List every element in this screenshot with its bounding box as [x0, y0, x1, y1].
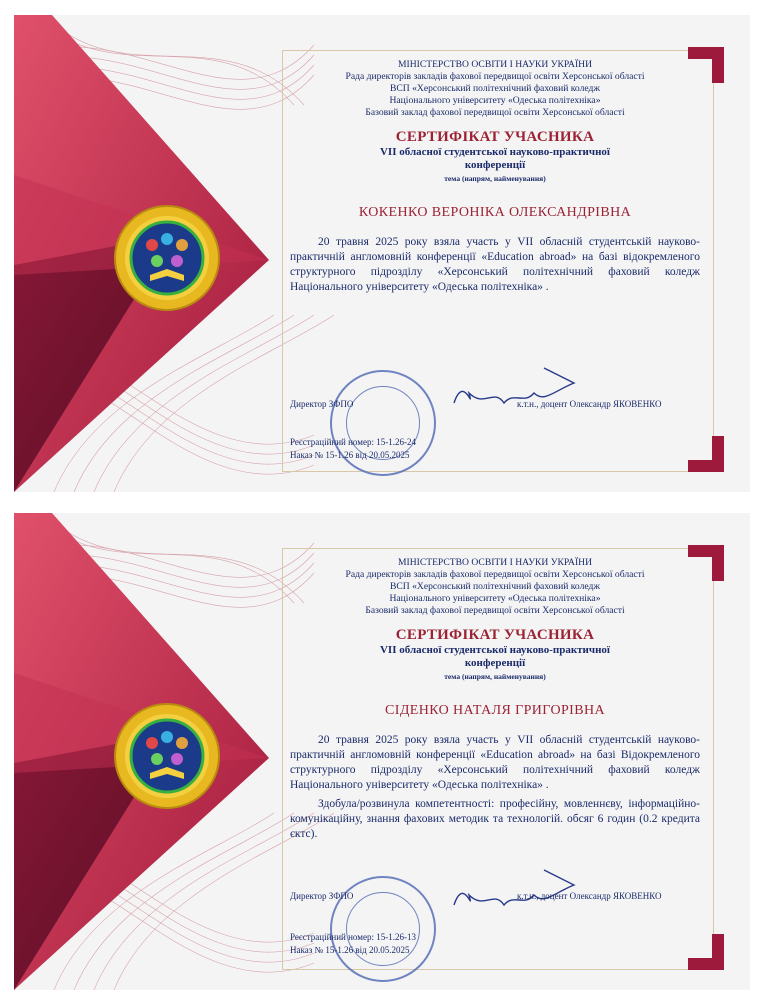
header-university: Національного університету «Одеська політехніка»: [389, 593, 601, 604]
theme-caption: тема (напрям, найменування): [444, 174, 546, 183]
director-signature: [444, 363, 584, 423]
header-base: Базовий заклад фахової передвищої освіти Херсонської області: [365, 605, 625, 616]
director-label: Директор ЗФПО: [290, 399, 354, 409]
participant-name: СІДЕНКО НАТАЛЯ ГРИГОРІВНА: [385, 703, 605, 718]
college-emblem: [112, 203, 222, 313]
corner-bottom-right: [688, 934, 724, 970]
order-number: Наказ № 15-1.26 від 20.05.2025: [290, 450, 410, 460]
certificate-1: [14, 15, 750, 492]
registration-number: Реєстраційний номер: 15-1.26-13: [290, 932, 416, 942]
certificate-2: [14, 513, 750, 990]
header-council: Рада директорів закладів фахової передвищої освіти Херсонської області: [345, 569, 645, 580]
order-number: Наказ № 15-1.26 від 20.05.2025: [290, 945, 410, 955]
certificate-title: СЕРТИФІКАТ УЧАСНИКА: [395, 129, 595, 145]
director-name: к.т.н., доцент Олександр ЯКОВЕНКО: [517, 891, 662, 901]
certificate-content: [290, 59, 700, 295]
conference-name-cont: конференції: [464, 159, 526, 171]
conference-name: VII обласної студентської науково-практичної: [379, 146, 610, 158]
conference-name: VII обласної студентської науково-практичної: [379, 644, 610, 656]
registration-block: [290, 931, 416, 957]
registration-block: [290, 436, 416, 462]
header-council: Рада директорів закладів фахової передвищої освіти Херсонської області: [345, 71, 645, 82]
participant-name: КОКЕНКО ВЕРОНІКА ОЛЕКСАНДРІВНА: [358, 205, 632, 220]
registration-number: Реєстраційний номер: 15-1.26-24: [290, 437, 416, 447]
director-label: Директор ЗФПО: [290, 891, 354, 901]
header-university: Національного університету «Одеська політехніка»: [389, 95, 601, 106]
theme-caption: тема (напрям, найменування): [444, 672, 546, 681]
corner-bottom-right: [688, 436, 724, 472]
header-base: Базовий заклад фахової передвищої освіти Херсонської області: [365, 107, 625, 118]
header-ministry: МІНІСТЕРСТВО ОСВІТИ І НАУКИ УКРАЇНИ: [397, 557, 593, 568]
director-name: к.т.н., доцент Олександр ЯКОВЕНКО: [517, 399, 662, 409]
conference-name-cont: конференції: [464, 657, 526, 669]
header-college: ВСП «Херсонський політехнічний фаховий коледж: [389, 581, 601, 592]
header-ministry: МІНІСТЕРСТВО ОСВІТИ І НАУКИ УКРАЇНИ: [397, 59, 593, 70]
header-college: ВСП «Херсонський політехнічний фаховий коледж: [389, 83, 601, 94]
participation-text: 20 травня 2025 року взяла участь у VII обласній студентській науково-практичній англомовній конференції «Education abroad» на базі Відокремленого структурного підрозділу «Херсонський політехнічний фаховий коледж Національного університету «Одеська політехніка» .: [290, 734, 700, 791]
certificate-content: [290, 557, 700, 842]
certificate-title: СЕРТИФІКАТ УЧАСНИКА: [395, 627, 595, 643]
competence-text: Здобула/розвинула компетентності: професійну, мовленнєву, інформаційно-комунікаційну, знання фахових методик та технологій. обсяг 6 годин (0.2 кредита єктс).: [290, 798, 700, 840]
college-emblem: [112, 701, 222, 811]
participation-text: 20 травня 2025 року взяла участь у VII обласній студентській науково-практичній англомовній конференції «Education abroad» на базі відокремленого структурного підрозділу «Херсонський політехнічний фаховий коледж Національного університету «Одеська політехніка» .: [290, 236, 700, 293]
